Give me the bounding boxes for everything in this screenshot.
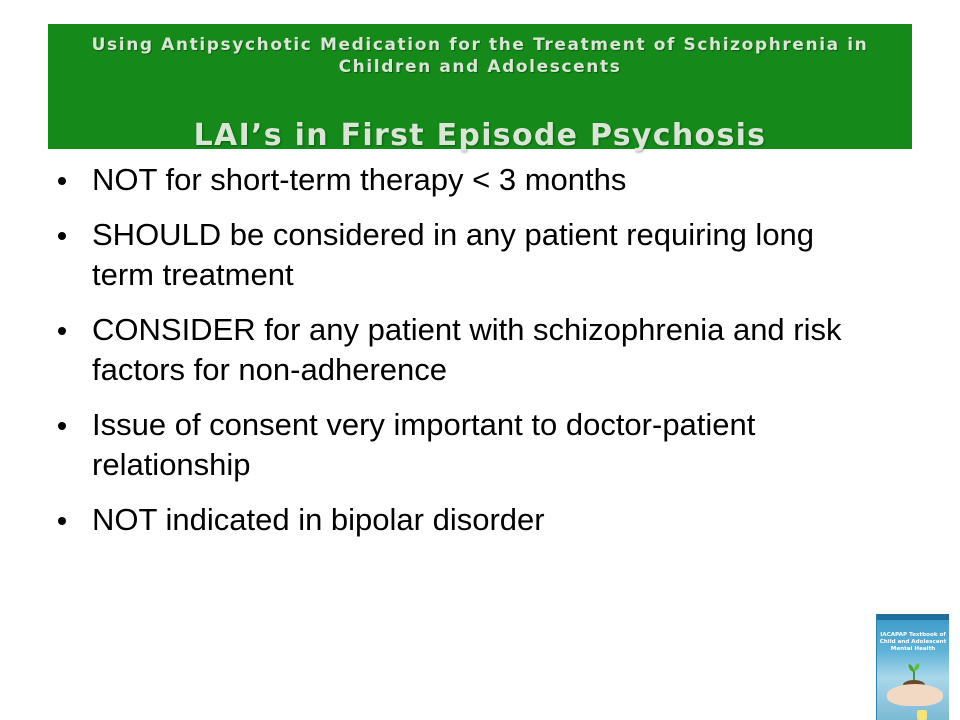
header-subtitle: Using Antipsychotic Medication for the Treatment of Schizophrenia in Children and Adolescents bbox=[91, 35, 869, 77]
seedling-icon bbox=[907, 662, 921, 682]
bullet-item bbox=[58, 215, 858, 295]
bullet-text: NOT indicated in bipolar disorder bbox=[92, 502, 545, 537]
badge-icon bbox=[917, 710, 927, 720]
hands-shape bbox=[887, 684, 943, 706]
bullet-item bbox=[58, 160, 858, 200]
book-cover-title: IACAPAP Textbook of Child and Adolescent Mental Health bbox=[879, 632, 947, 652]
book-cover-icon bbox=[876, 614, 949, 720]
bullet-text: NOT for short-term therapy < 3 months bbox=[92, 162, 627, 197]
bullet-dot-icon bbox=[58, 422, 66, 430]
bullet-dot-icon bbox=[58, 517, 66, 525]
bullet-dot-icon bbox=[58, 177, 66, 185]
bullet-item bbox=[58, 310, 858, 390]
bullet-item bbox=[58, 500, 858, 540]
header-band bbox=[48, 24, 912, 153]
bullet-list bbox=[58, 160, 858, 555]
bullet-dot-icon bbox=[58, 327, 66, 335]
bullet-item bbox=[58, 405, 858, 485]
bullet-dot-icon bbox=[58, 232, 66, 240]
book-top-strip bbox=[877, 614, 949, 620]
bullet-text: SHOULD be considered in any patient requiring long term treatment bbox=[92, 217, 815, 292]
slide-title: LAI’s in First Episode Psychosis bbox=[193, 118, 767, 153]
bullet-text: CONSIDER for any patient with schizophrenia and risk factors for non-adherence bbox=[92, 312, 842, 387]
bullet-text: Issue of consent very important to doctor-patient relationship bbox=[92, 407, 756, 482]
